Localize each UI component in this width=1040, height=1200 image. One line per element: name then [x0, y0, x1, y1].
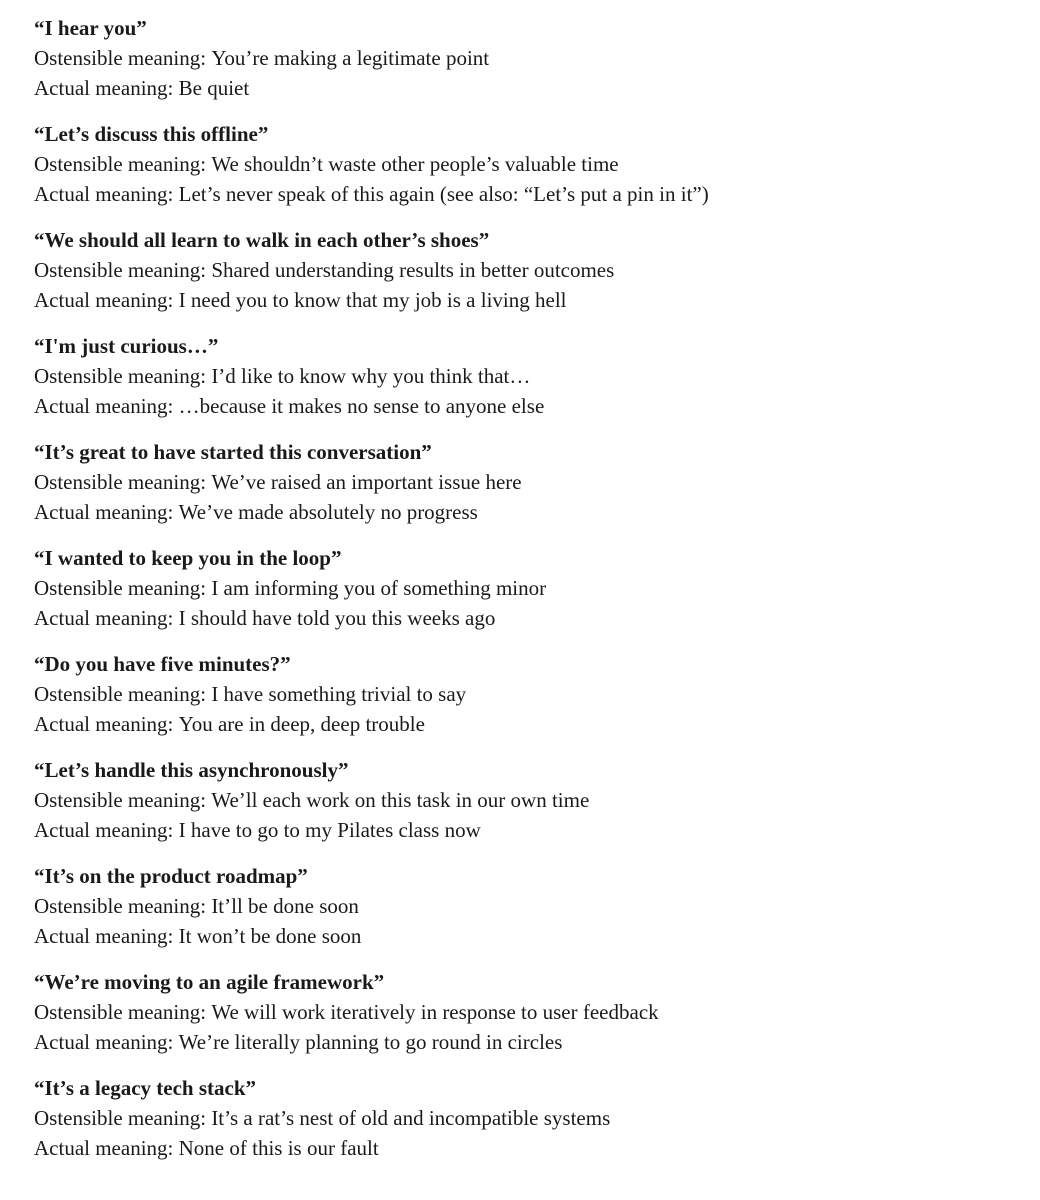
actual-meaning-line — [34, 73, 1040, 103]
ostensible-meaning-line — [34, 785, 1040, 815]
actual-label: Actual meaning: — [34, 606, 174, 630]
actual-label: Actual meaning: — [34, 500, 174, 524]
ostensible-meaning-line — [34, 467, 1040, 497]
ostensible-label: Ostensible meaning: — [34, 364, 207, 388]
actual-label: Actual meaning: — [34, 182, 174, 206]
ostensible-meaning-line — [34, 891, 1040, 921]
phrase-heading: “Let’s discuss this offline” — [34, 122, 269, 146]
actual-text: I need you to know that my job is a living hell — [178, 288, 567, 312]
actual-text: I should have told you this weeks ago — [178, 606, 496, 630]
ostensible-text: I am informing you of something minor — [211, 576, 547, 600]
ostensible-label: Ostensible meaning: — [34, 46, 207, 70]
actual-meaning-line — [34, 815, 1040, 845]
ostensible-text: We’ll each work on this task in our own time — [211, 788, 590, 812]
ostensible-label: Ostensible meaning: — [34, 470, 207, 494]
ostensible-label: Ostensible meaning: — [34, 1106, 207, 1130]
actual-meaning-line — [34, 709, 1040, 739]
ostensible-label: Ostensible meaning: — [34, 682, 207, 706]
actual-text: Be quiet — [178, 76, 250, 100]
phrase-heading: “I wanted to keep you in the loop” — [34, 546, 342, 570]
ostensible-text: We’ve raised an important issue here — [211, 470, 522, 494]
ostensible-meaning-line — [34, 255, 1040, 285]
actual-text: It won’t be done soon — [178, 924, 362, 948]
phrase-entry — [34, 13, 1040, 103]
actual-label: Actual meaning: — [34, 712, 174, 736]
ostensible-meaning-line — [34, 573, 1040, 603]
phrase-entry — [34, 225, 1040, 315]
actual-label: Actual meaning: — [34, 818, 174, 842]
phrase-heading: “Let’s handle this asynchronously” — [34, 758, 349, 782]
actual-text: We’re literally planning to go round in circles — [178, 1030, 563, 1054]
phrase-entry — [34, 967, 1040, 1057]
ostensible-label: Ostensible meaning: — [34, 1000, 207, 1024]
phrase-heading: “We should all learn to walk in each other’s shoes” — [34, 228, 490, 252]
actual-meaning-line — [34, 603, 1040, 633]
ostensible-text: It’s a rat’s nest of old and incompatible systems — [211, 1106, 611, 1130]
actual-text: Let’s never speak of this again (see also: “Let’s put a pin in it”) — [178, 182, 709, 206]
actual-text: You are in deep, deep trouble — [178, 712, 425, 736]
phrase-entry — [34, 649, 1040, 739]
phrase-entry — [34, 437, 1040, 527]
actual-text: None of this is our fault — [178, 1136, 379, 1160]
phrase-entry — [34, 861, 1040, 951]
actual-label: Actual meaning: — [34, 288, 174, 312]
actual-meaning-line — [34, 391, 1040, 421]
ostensible-text: We shouldn’t waste other people’s valuable time — [211, 152, 619, 176]
actual-meaning-line — [34, 285, 1040, 315]
phrase-heading: “It’s on the product roadmap” — [34, 864, 308, 888]
phrase-entry — [34, 331, 1040, 421]
actual-meaning-line — [34, 179, 1040, 209]
phrase-heading: “I hear you” — [34, 16, 147, 40]
ostensible-label: Ostensible meaning: — [34, 788, 207, 812]
actual-meaning-line — [34, 921, 1040, 951]
ostensible-meaning-line — [34, 997, 1040, 1027]
ostensible-meaning-line — [34, 361, 1040, 391]
actual-label: Actual meaning: — [34, 1030, 174, 1054]
actual-label: Actual meaning: — [34, 1136, 174, 1160]
ostensible-meaning-line — [34, 1103, 1040, 1133]
actual-text: We’ve made absolutely no progress — [178, 500, 478, 524]
phrase-heading: “It’s a legacy tech stack” — [34, 1076, 257, 1100]
actual-label: Actual meaning: — [34, 76, 174, 100]
ostensible-text: I’d like to know why you think that… — [211, 364, 531, 388]
phrase-entry — [34, 755, 1040, 845]
actual-label: Actual meaning: — [34, 924, 174, 948]
phrase-entry — [34, 543, 1040, 633]
actual-meaning-line — [34, 1133, 1040, 1163]
ostensible-label: Ostensible meaning: — [34, 152, 207, 176]
phrase-heading: “Do you have five minutes?” — [34, 652, 291, 676]
ostensible-text: It’ll be done soon — [211, 894, 359, 918]
ostensible-meaning-line — [34, 43, 1040, 73]
phrase-heading: “It’s great to have started this conversation” — [34, 440, 432, 464]
ostensible-label: Ostensible meaning: — [34, 258, 207, 282]
actual-meaning-line — [34, 1027, 1040, 1057]
phrase-heading: “I'm just curious…” — [34, 334, 219, 358]
ostensible-text: You’re making a legitimate point — [211, 46, 490, 70]
phrase-entry — [34, 1073, 1040, 1163]
ostensible-label: Ostensible meaning: — [34, 576, 207, 600]
actual-text: …because it makes no sense to anyone else — [178, 394, 545, 418]
actual-label: Actual meaning: — [34, 394, 174, 418]
actual-meaning-line — [34, 497, 1040, 527]
actual-text: I have to go to my Pilates class now — [178, 818, 481, 842]
ostensible-label: Ostensible meaning: — [34, 894, 207, 918]
ostensible-text: We will work iteratively in response to user feedback — [211, 1000, 659, 1024]
phrase-entry — [34, 119, 1040, 209]
phrase-heading: “We’re moving to an agile framework” — [34, 970, 385, 994]
ostensible-text: Shared understanding results in better outcomes — [211, 258, 615, 282]
ostensible-meaning-line — [34, 149, 1040, 179]
ostensible-text: I have something trivial to say — [211, 682, 467, 706]
ostensible-meaning-line — [34, 679, 1040, 709]
